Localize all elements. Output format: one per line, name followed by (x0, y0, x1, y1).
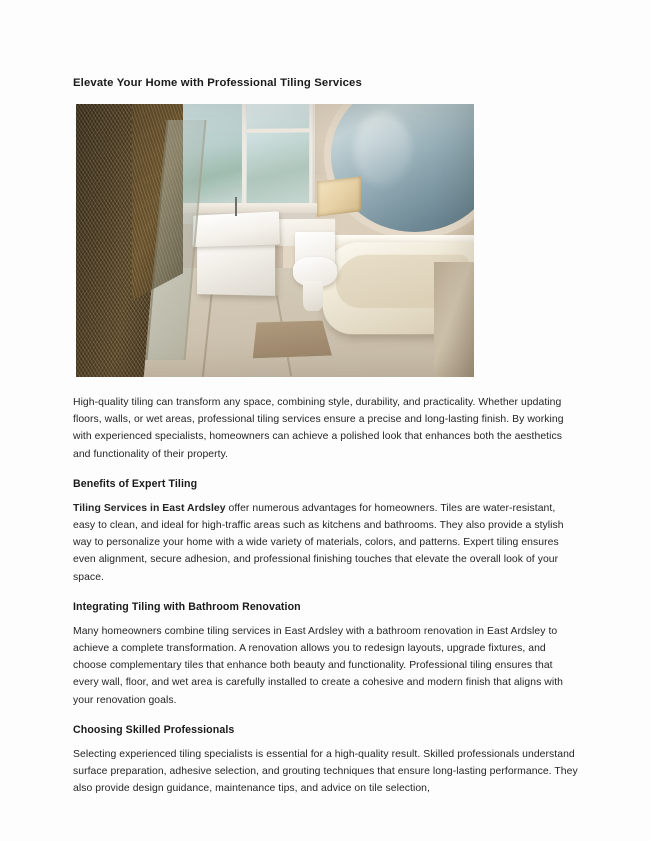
section-lead-benefits: Tiling Services in East Ardsley (73, 502, 226, 514)
bathroom-photo (76, 104, 474, 377)
page-title: Elevate Your Home with Professional Tiling Services (73, 77, 362, 89)
section-paragraph-choosing: Selecting experienced tiling specialists is essential for a high-quality result. Skilled professionals understand surface preparation, adhesive selection, and grouting techniques that ensure long-lasting performance. They also provide design guidance, maintenance tips, and advice on tile selection, (73, 748, 578, 795)
window-pane-bottom-right (246, 128, 309, 207)
tap-icon (235, 197, 237, 216)
toilet-pedestal (303, 281, 323, 311)
section-paragraph-benefits (73, 500, 579, 586)
intro-paragraph: High-quality tiling can transform any space, combining style, durability, and practicality. Whether updating floors, walls, or wet areas, professional tiling services ensure a precise and long-lasting finish. By working with experienced specialists, homeowners can achieve a polished look that enhances both the aesthetics and functionality of their property. (73, 397, 564, 460)
section-heading-integrating: Integrating Tiling with Bathroom Renovation (73, 600, 301, 613)
bath-mat (253, 320, 332, 358)
sink-basin-icon (193, 212, 280, 248)
section-body-benefits: offer numerous advantages for homeowners. Tiles are water-resistant, easy to clean, and ideal for high-traffic areas such as kitchens and bathrooms. They also provide a stylish way to personalize your home with a wide variety of materials, colors, and patterns. Expert tiling ensures even alignment, secure adhesion, and professional finishing touches that elevate the overall look of your space. (73, 502, 564, 583)
section-heading-benefits: Benefits of Expert Tiling (73, 477, 198, 490)
photo-canvas (76, 104, 474, 377)
document-content (73, 76, 579, 797)
section-heading-choosing: Choosing Skilled Professionals (73, 723, 235, 736)
wall-niche (317, 176, 361, 217)
photo-right-edge-panel (434, 262, 474, 377)
window-pane-top-right (246, 104, 309, 128)
section-paragraph-integrating: Many homeowners combine tiling services in East Ardsley with a bathroom renovation in East Ardsley to achieve a complete transformation. A renovation allows you to redesign layouts, upgrade fixtures, and choose complementary tiles that enhance both beauty and functionality. Professional tiling ensures that every wall, floor, and wet area is carefully installed to create a cohesive and modern finish that aligns with your renovation goals. (73, 625, 564, 706)
